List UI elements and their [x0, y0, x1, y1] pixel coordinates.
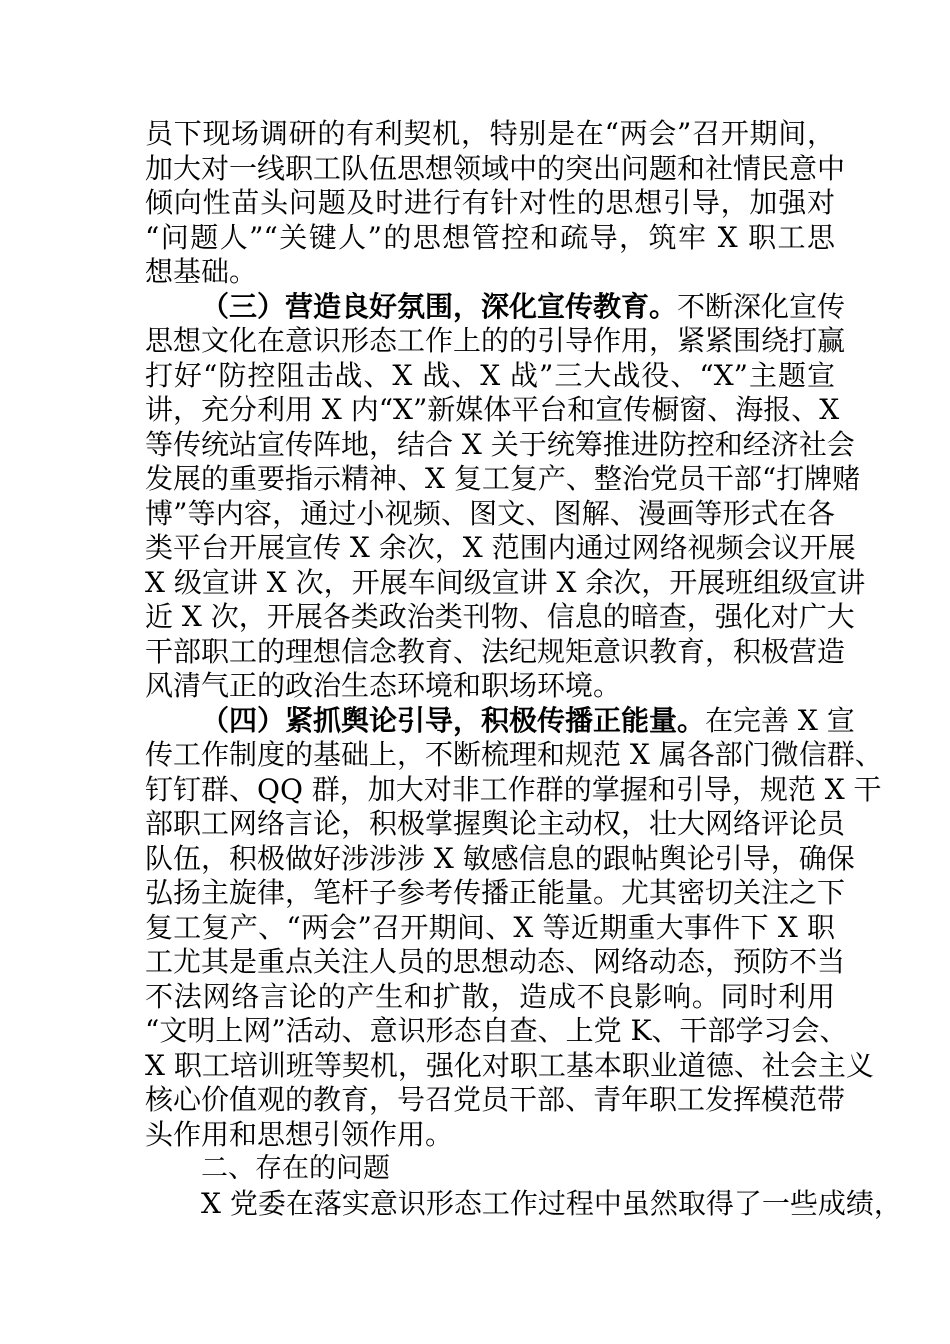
text-line: 讲，充分利用 X 内“X”新媒体平台和宣传橱窗、海报、X	[145, 393, 840, 426]
text-line: “文明上网”活动、意识形态自查、上党 K、干部学习会、	[145, 1014, 848, 1047]
text-line: 等传统站宣传阵地，结合 X 关于统筹推进防控和经济社会	[145, 427, 855, 461]
text-line: 弘扬主旋律，笔杆子参考传播正能量。尤其密切关注之下	[145, 876, 846, 909]
text-line: 部职工网络言论，积极掌握舆论主动权，壮大网络评论员	[145, 807, 846, 840]
text-line: 队伍，积极做好涉涉涉 X 敏感信息的跟帖舆论引导，确保	[145, 841, 855, 875]
text-line: 核心价值观的教育，号召党员干部、青年职工发挥模范带	[145, 1083, 846, 1116]
document-body	[145, 117, 902, 1221]
text-line: 打好“防控阻击战、X 战、X 战”三大战役、“X”主题宣	[145, 358, 835, 392]
section-three-first-text: 不断深化宣传	[677, 289, 846, 323]
section-three-heading: （三）营造良好氛围，深化宣传教育。	[201, 289, 678, 323]
text-line: 类平台开展宣传 X 余次，X 范围内通过网络视频会议开展	[145, 531, 856, 564]
text-line: 传工作制度的基础上，不断梳理和规范 X 属各部门微信群、	[145, 738, 883, 771]
text-line: 头作用和思想引领作用。	[145, 1117, 454, 1151]
section-three-first-line	[145, 289, 846, 325]
text-line: “问题人”“关键人”的思想管控和疏导，筑牢 X 职工思	[145, 220, 835, 254]
section-two-heading: 二、存在的问题	[201, 1153, 390, 1184]
text-line: X 职工培训班等契机，强化对职工基本职业道德、社会主义	[145, 1048, 874, 1082]
text-line: 复工复产、“两会”召开期间、X 等近期重大事件下 X 职	[145, 910, 835, 944]
text-line: 不法网络言论的产生和扩散，造成不良影响。同时利用	[145, 979, 835, 1013]
section-four-heading: （四）紧抓舆论引导，积极传播正能量。	[201, 703, 706, 737]
text-line: 钉钉群、QQ 群，加大对非工作群的掌握和引导，规范 X 干	[145, 772, 882, 806]
text-line: 干部职工的理想信念教育、法纪规矩意识教育，积极营造	[145, 634, 846, 668]
text-line: 想基础。	[145, 255, 258, 288]
section-four-first-text: 在完善 X 宣	[705, 703, 855, 737]
text-line: X 级宣讲 X 次，开展车间级宣讲 X 余次，开展班组级宣讲	[145, 565, 866, 599]
text-line: 倾向性苗头问题及时进行有针对性的思想引导，加强对	[145, 186, 835, 219]
text-line: 风清气正的政治生态环境和职场环境。	[145, 669, 622, 702]
text-line: 员下现场调研的有利契机，特别是在“两会”召开期间，	[145, 117, 835, 150]
section-four-first-line	[145, 703, 855, 739]
text-line: 博”等内容，通过小视频、图文、图解、漫画等形式在各	[145, 496, 835, 530]
text-line: 思想文化在意识形态工作上的的引导作用，紧紧围绕打赢	[145, 324, 846, 357]
section-four-paragraph	[145, 703, 883, 1153]
text-line: 工尤其是重点关注人员的思想动态、网络动态，预防不当	[145, 945, 846, 978]
text-line: 发展的重要指示精神、X 复工复产、整治党员干部“打牌赌	[145, 462, 861, 495]
text-line: 近 X 次，开展各类政治类刊物、信息的暗查，强化对广大	[145, 600, 855, 633]
paragraph-continuation	[145, 117, 846, 290]
section-three-paragraph	[145, 289, 866, 704]
text-line: 加大对一线职工队伍思想领域中的突出问题和社情民意中	[145, 151, 846, 185]
text-line: X 党委在落实意识形态工作过程中虽然取得了一些成绩，	[201, 1186, 902, 1220]
